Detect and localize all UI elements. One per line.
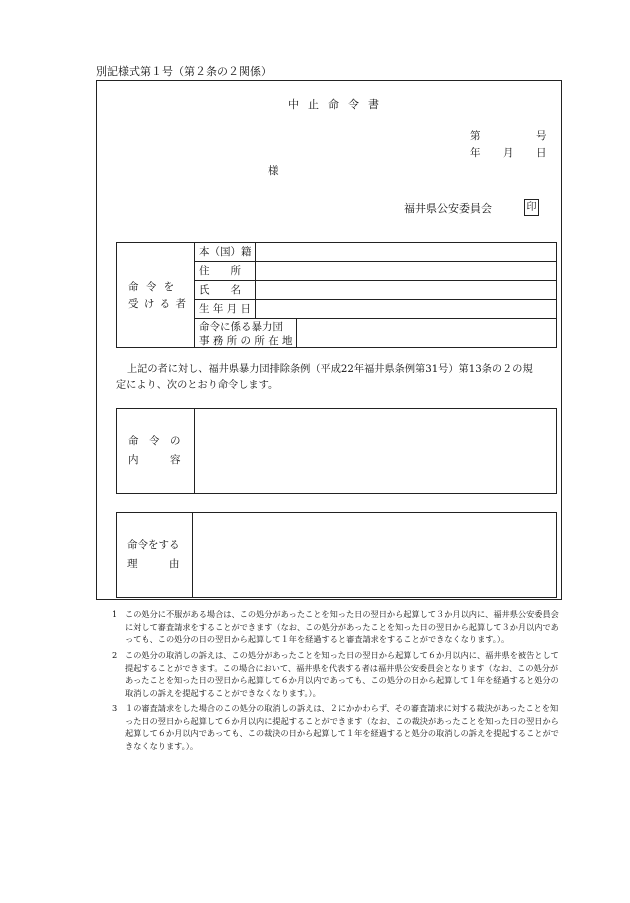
issuer-name: 福井県公安委員会 <box>404 202 492 215</box>
date-year: 年 <box>470 147 481 159</box>
content-label-2: 内 容 <box>128 454 181 466</box>
addressee-suffix: 様 <box>268 165 279 177</box>
row-label-domicile: 本（国）籍 <box>199 246 252 258</box>
recipient-table <box>116 242 557 348</box>
recipient-group-label-2: 受 け る 者 <box>128 298 188 310</box>
order-statement-line1: 上記の者に対し、福井県暴力団排除条例（平成22年福井県条例第31号）第13条の２の規 <box>127 364 533 375</box>
recipient-group-label-1: 命 令 を <box>128 281 177 293</box>
order-content-box <box>116 408 557 494</box>
note-item <box>112 608 562 646</box>
order-reason-box <box>116 512 557 598</box>
note-text: この処分の取消しの訴えは、この処分があったことを知った日の翌日から起算して６か月以内に、福井県を被告として提起することができます。この場合において、福井県を代表する者は福井県公安委員会となります（なお、この処分があったことを知った日の翌日から起算して６か月以内であっても、この処分の日から起算して１年を経過すると処分の取消しの訴えを提起することができなくなります。）。 <box>125 650 559 698</box>
document-title: 中止命令書 <box>288 98 388 111</box>
table-divider-label-last <box>296 318 297 348</box>
number-suffix: 号 <box>536 130 547 142</box>
row-label-address: 住 所 <box>199 265 241 277</box>
note-number: 3 <box>112 703 118 713</box>
seal-mark: 印 <box>524 199 539 216</box>
reason-label-1: 命令をする <box>127 539 180 551</box>
table-row-line <box>194 299 557 300</box>
table-row-line <box>194 280 557 281</box>
note-item <box>112 649 562 699</box>
row-label-name: 氏 名 <box>199 284 241 296</box>
table-row-line <box>194 261 557 262</box>
date-month: 月 <box>503 147 514 159</box>
form-label: 別記様式第１号（第２条の２関係） <box>96 65 272 78</box>
table-divider-group <box>194 242 195 348</box>
note-text: １の審査請求をした場合のこの処分の取消しの訴えは、２にかかわらず、その審査請求に対する裁決があったことを知った日の翌日から起算して６か月以内に提起することができます（なお、この裁決があったことを知った日の翌日から起算して６か月以内であっても、この裁決の日から起算して１年を経過すると処分の取消しの訴えを提起することができなくなります。）。 <box>125 703 559 751</box>
row-label-birthdate: 生 年 月 日 <box>199 303 252 315</box>
note-item <box>112 702 562 752</box>
reason-box-divider <box>192 512 193 598</box>
order-statement-line2: 定により、次のとおり命令します。 <box>116 380 279 391</box>
content-label-1: 命 令 の <box>128 435 181 447</box>
note-number: 2 <box>112 650 118 660</box>
row-label-office-1: 命令に係る暴力団 <box>199 321 283 333</box>
number-label: 第 <box>470 130 481 142</box>
table-row-line <box>194 318 557 319</box>
row-label-office-2: 事 務 所 の 所 在 地 <box>199 335 293 347</box>
date-day: 日 <box>536 147 547 159</box>
note-text: この処分に不服がある場合は、この処分があったことを知った日の翌日から起算して３か月以内に、福井県公安委員会に対して審査請求をすることができます（なお、この処分があったことを知った日の翌日から起算して３か月以内であっても、この処分の日の翌日から起算して１年を経過すると審査請求をすることができなくなります。）。 <box>125 609 559 644</box>
note-number: 1 <box>112 609 118 619</box>
reason-label-2: 理 由 <box>127 558 180 570</box>
content-box-divider <box>194 408 195 494</box>
